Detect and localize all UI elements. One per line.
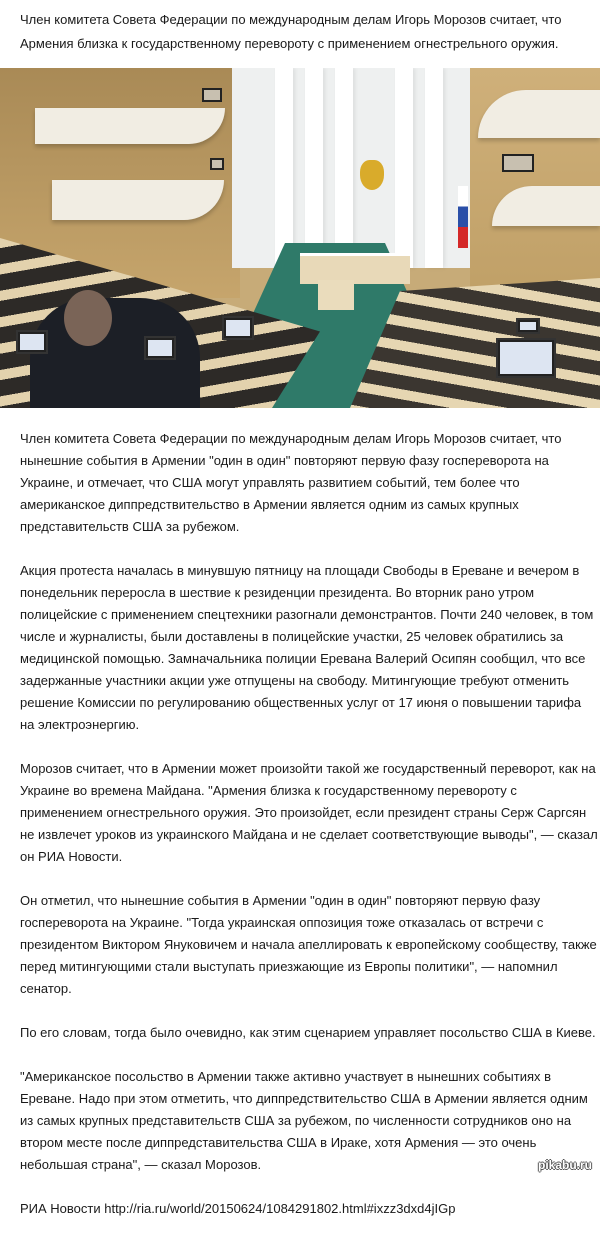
photo-pillar bbox=[305, 68, 323, 268]
photo-pillar bbox=[275, 68, 293, 268]
photo-monitor bbox=[496, 338, 556, 378]
photo-podium bbox=[318, 280, 354, 310]
article-paragraph: Член комитета Совета Федерации по международным делам Игорь Морозов считает, что нынешние события в Армении "один в один" повторяют первую фазу госпереворота на Украине, и отмечает, что США могут управлять развитием событий, тем более что американское диппредствительство в Армении является одним из самых крупных представительств США за рубежом. bbox=[20, 431, 562, 534]
article-paragraph: "Американское посольство в Армении также активно участвует в нынешних событиях в Ереване. Надо при этом отметить, что диппредствительство США в Армении является одним из самых крупных представительств США за рубежом, по численности сотрудников оно на втором месте после диппредставительства США в Ираке, хотя Армения — это очень небольшая страна", — сказал Морозов. bbox=[20, 1069, 588, 1172]
article-paragraph: Он отметил, что нынешние события в Армении "один в один" повторяют первую фазу госпереворота на Украине. "Тогда украинская оппозиция тоже отказалась от встречи с президентом Виктором Януковичем и начала апеллировать к европейскому сообществу, также перед митингующими стали выступать приезжающие из Европы политики", — напомнил сенатор. bbox=[20, 893, 597, 996]
article-paragraph: По его словам, тогда было очевидно, как этим сценарием управляет посольство США в Киеве. bbox=[20, 1025, 596, 1040]
photo-person-head bbox=[64, 290, 112, 346]
photo-tv-screen bbox=[202, 88, 222, 102]
site-watermark: pikabu.ru bbox=[537, 1158, 592, 1172]
russian-flag bbox=[458, 186, 468, 248]
photo-tv-screen bbox=[502, 154, 534, 172]
photo-balcony bbox=[52, 180, 224, 220]
article-source: РИА Новости http://ria.ru/world/20150624/1084291802.html#ixzz3dxd4jIGp bbox=[20, 1201, 456, 1216]
article-photo bbox=[0, 68, 600, 408]
photo-monitor bbox=[144, 336, 176, 360]
photo-monitor bbox=[516, 318, 540, 334]
photo-monitor bbox=[222, 316, 254, 340]
emblem-icon bbox=[360, 160, 384, 190]
photo-pillar bbox=[425, 68, 443, 268]
article-body bbox=[20, 428, 598, 1242]
photo-pillar bbox=[395, 68, 413, 268]
article-paragraph: Морозов считает, что в Армении может произойти такой же государственный переворот, как на Украине во времена Майдана. "Армения близка к государственному перевороту с применением огнестрельного оружия. Это произойдет, если президент страны Серж Саргсян не извлечет уроков из украинского Майдана и не сделает соответствующие выводы", — сказал он РИА Новости. bbox=[20, 761, 598, 864]
photo-pillar bbox=[335, 68, 353, 268]
photo-balcony bbox=[35, 108, 225, 144]
article-paragraph: Акция протеста началась в минувшую пятницу на площади Свободы в Ереване и вечером в понедельник переросла в шествие к резиденции президента. Во вторник рано утром полицейские с применением спецтехники разогнали демонстрантов. Почти 240 человек, в том числе и журналисты, были доставлены в полицейские участки, 25 человек обратились за медицинской помощью. Замначальника полиции Еревана Валерий Осипян сообщил, что все задержанные участники акции уже отпущены на свободу. Митингующие требуют отменить решение Комиссии по регулированию общественных услуг от 17 июня о повышении тарифа на электроэнергию. bbox=[20, 563, 594, 732]
photo-tv-screen bbox=[210, 158, 224, 170]
photo-monitor bbox=[16, 330, 48, 354]
photo-presidium bbox=[300, 253, 410, 284]
lead-text: Член комитета Совета Федерации по международным делам Игорь Морозов считает, что Армения близка к государственному перевороту с применением огнестрельного оружия. bbox=[20, 12, 562, 51]
